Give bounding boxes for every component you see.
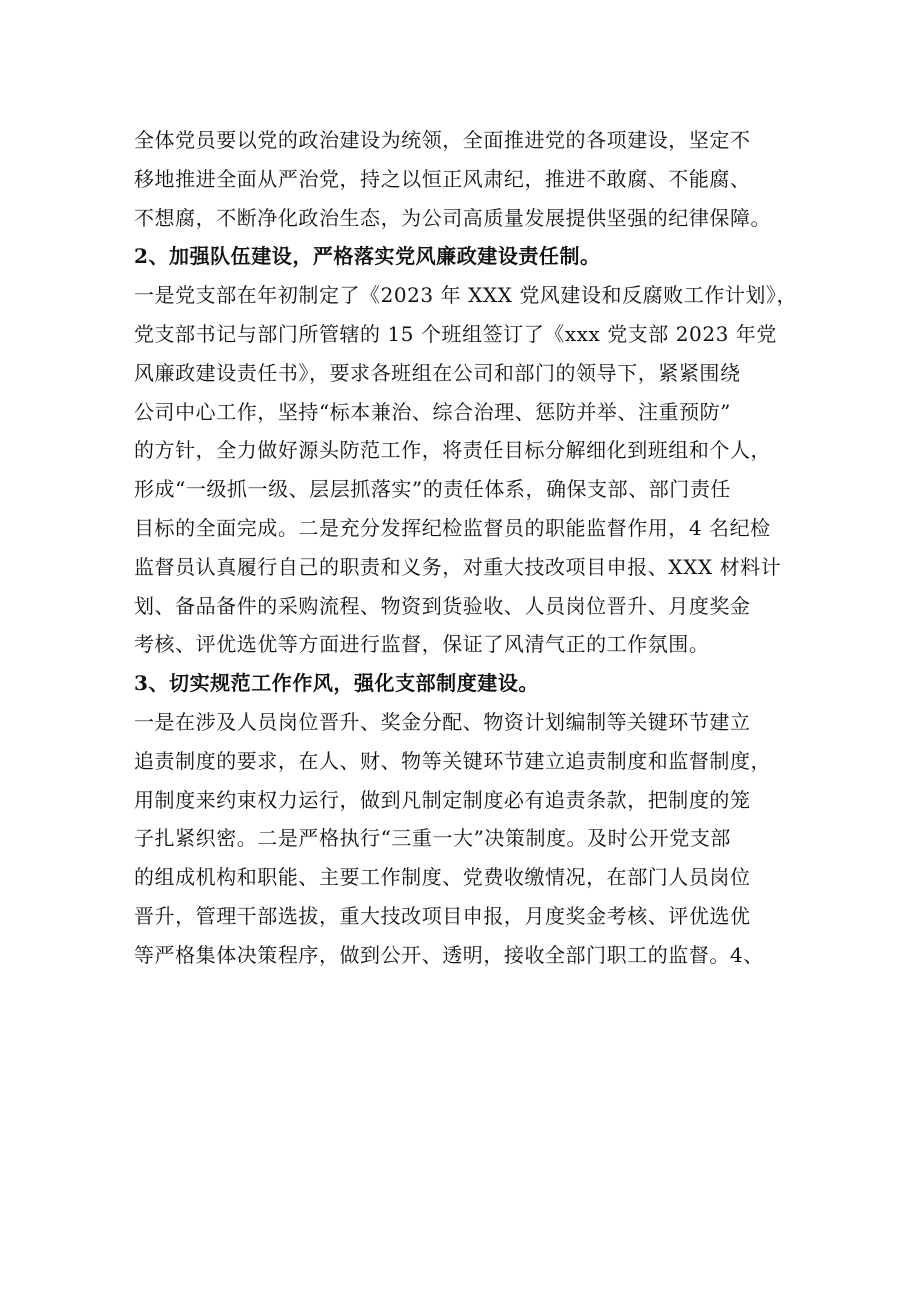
text-line: 子扎紧织密。二是严格执行“三重一大”决策制度。及时公开党支部 xyxy=(134,826,731,851)
text-line: 的方针，全力做好源头防范工作，将责任目标分解细化到班组和个人， xyxy=(134,438,772,463)
text-line: 监督员认真履行自己的职责和义务，对重大技改项目申报、XXX 材料计 xyxy=(134,554,782,579)
section-heading: 2、加强队伍建设，严格落实党风廉政建设责任制。 xyxy=(134,244,601,269)
text-line: 考核、评优选优等方面进行监督，保证了风清气正的工作氛围。 xyxy=(134,632,710,657)
text-line: 一是在涉及人员岗位晋升、奖金分配、物资计划编制等关键环节建立 xyxy=(134,709,751,734)
document-body xyxy=(134,121,802,975)
text-line: 等严格集体决策程序，做到公开、透明，接收全部门职工的监督。4、 xyxy=(134,942,764,967)
text-line: 形成“一级抓一级、层层抓落实”的责任体系，确保支部、部门责任 xyxy=(134,477,731,502)
text-line: 公司中心工作，坚持“标本兼治、综合治理、惩防并举、注重预防” xyxy=(134,399,731,424)
text-line: 风廉政建设责任书》，要求各班组在公司和部门的领导下，紧紧围绕 xyxy=(134,360,741,385)
text-line: 用制度来约束权力运行，做到凡制定制度必有追责条款，把制度的笼 xyxy=(134,787,751,812)
text-line: 党支部书记与部门所管辖的 15 个班组签订了《xxx 党支部 2023 年党 xyxy=(134,321,777,346)
text-line: 一是党支部在年初制定了《2023 年 XXX 党风建设和反腐败工作计划》， xyxy=(134,283,798,308)
section-heading: 3、切实规范工作作风，强化支部制度建设。 xyxy=(134,671,539,696)
text-line: 不想腐，不断净化政治生态，为公司高质量发展提供坚强的纪律保障。 xyxy=(134,205,772,230)
text-line: 晋升，管理干部选拔，重大技改项目申报，月度奖金考核、评优选优 xyxy=(134,903,751,928)
text-line: 划、备品备件的采购流程、物资到货验收、人员岗位晋升、月度奖金 xyxy=(134,593,751,618)
text-line: 追责制度的要求，在人、财、物等关键环节建立追责制度和监督制度， xyxy=(134,748,772,773)
text-line: 移地推进全面从严治党，持之以恒正风肃纪，推进不敢腐、不能腐、 xyxy=(134,166,751,191)
text-line: 全体党员要以党的政治建设为统领，全面推进党的各项建设，坚定不 xyxy=(134,128,751,152)
text-line: 目标的全面完成。二是充分发挥纪检监督员的职能监督作用，4 名纪检 xyxy=(134,515,771,540)
text-line: 的组成机构和职能、主要工作制度、党费收缴情况，在部门人员岗位 xyxy=(134,865,751,890)
